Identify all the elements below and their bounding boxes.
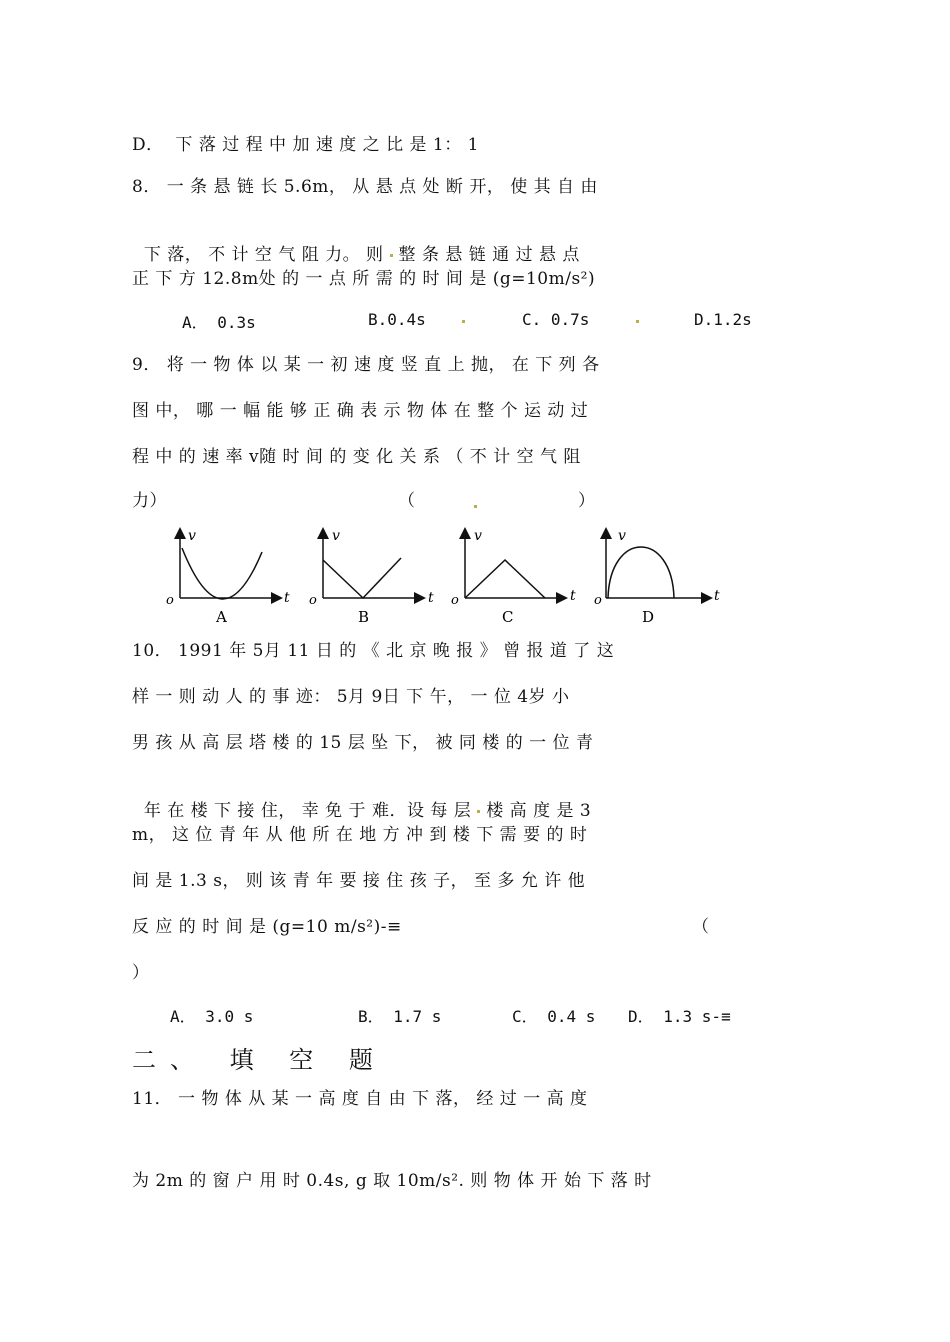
graph-a-label: A [216, 608, 227, 626]
graph-a-t-label: t [284, 590, 290, 606]
dot-mark [462, 320, 465, 323]
graph-a-o-label: o [166, 593, 174, 608]
graph-b-label: B [358, 608, 370, 626]
q10-option-b: B． 1.7 s [358, 1007, 442, 1026]
graph-c-v-label: v [474, 528, 482, 544]
q10-line-5: m， 这 位 青 年 从 他 所 在 地 方 冲 到 楼 下 需 要 的 时 [132, 825, 588, 845]
q8-line-2-part1: 下 落， 不 计 空 气 阻 力。 则 [143, 245, 384, 265]
q8-line-1: 8． 一 条 悬 链 长 5.6m， 从 悬 点 处 断 开， 使 其 自 由 [132, 177, 598, 197]
q8-option-b: B.0.4s [368, 310, 426, 329]
q11-line-1: 11． 一 物 体 从 某 一 高 度 自 由 下 落， 经 过 一 高 度 [132, 1089, 588, 1109]
velocity-graphs [160, 520, 740, 630]
q9-line-1: 9． 将 一 物 体 以 某 一 初 速 度 竖 直 上 抛， 在 下 列 各 [132, 355, 600, 375]
graph-a-v-label: v [188, 528, 196, 544]
q10-line-4-part2: 楼 高 度 是 3 [486, 801, 592, 821]
q10-line-6: 间 是 1.3 s， 则 该 青 年 要 接 住 孩 子， 至 多 允 许 他 [132, 871, 586, 891]
dot-mark [474, 505, 477, 508]
line-d-option: D． 下 落 过 程 中 加 速 度 之 比 是 1： 1 [132, 135, 479, 155]
q10-line-1: 10． 1991 年 5月 11 日 的 《 北 京 晚 报 》 曾 报 道 了 这 [132, 641, 615, 661]
graph-c [451, 528, 576, 626]
q9-paren-close: ） [578, 491, 596, 511]
q9-line-4: 力） [132, 491, 167, 511]
graph-d-v-label: v [618, 528, 626, 544]
graph-b-o-label: o [309, 593, 317, 608]
q10-option-d: D． 1.3 s-≡ [628, 1007, 731, 1026]
q8-option-c: C. 0.7s [522, 310, 590, 329]
q9-line-2: 图 中， 哪 一 幅 能 够 正 确 表 示 物 体 在 整 个 运 动 过 [132, 401, 589, 421]
graph-d-t-label: t [714, 588, 720, 604]
graph-d [594, 528, 720, 626]
q11-line-2: 为 2m 的 窗 户 用 时 0.4s, g 取 10m/s². 则 物 体 开 始 下 落 时 [132, 1171, 652, 1191]
q8-line-2 [132, 222, 580, 266]
q8-line-2-part2: 整 条 悬 链 通 过 悬 点 [398, 245, 580, 265]
graph-b-v-label: v [332, 528, 340, 544]
q10-line-4-part1: 年 在 楼 下 接 住， 幸 免 于 难．设 每 层 [143, 801, 472, 821]
graph-b [309, 528, 434, 626]
graph-d-label: D [642, 608, 655, 626]
q8-option-a: A． 0.3s [182, 313, 256, 332]
q8-option-d: D.1.2s [694, 310, 752, 329]
graph-d-o-label: o [594, 593, 602, 608]
q10-option-a: A． 3.0 s [170, 1007, 254, 1026]
q9-paren-open: （ [398, 491, 416, 511]
q9-line-3: 程 中 的 速 率 v随 时 间 的 变 化 关 系 （ 不 计 空 气 阻 [132, 447, 581, 467]
q8-line-3: 正 下 方 12.8m处 的 一 点 所 需 的 时 间 是 (g=10m/s²) [132, 269, 596, 289]
q10-line-4 [132, 778, 591, 822]
graph-c-t-label: t [570, 588, 576, 604]
graph-c-o-label: o [451, 593, 459, 608]
dot-mark [390, 254, 393, 257]
q10-paren-open: （ [692, 917, 710, 937]
q10-line-3: 男 孩 从 高 层 塔 楼 的 15 层 坠 下， 被 同 楼 的 一 位 青 [132, 733, 594, 753]
section-heading: 二、 填 空 题 [132, 1046, 387, 1074]
q10-paren-close: ） [132, 963, 150, 983]
q10-option-c: C． 0.4 s [512, 1007, 596, 1026]
graph-a [166, 528, 290, 626]
q10-line-2: 样 一 则 动 人 的 事 迹： 5月 9日 下 午， 一 位 4岁 小 [132, 687, 570, 707]
graph-b-t-label: t [428, 590, 434, 606]
dot-mark [477, 810, 480, 813]
q10-line-7: 反 应 的 时 间 是 (g=10 m/s²)-≡ [132, 917, 402, 937]
dot-mark [636, 320, 639, 323]
graph-c-label: C [502, 608, 514, 626]
